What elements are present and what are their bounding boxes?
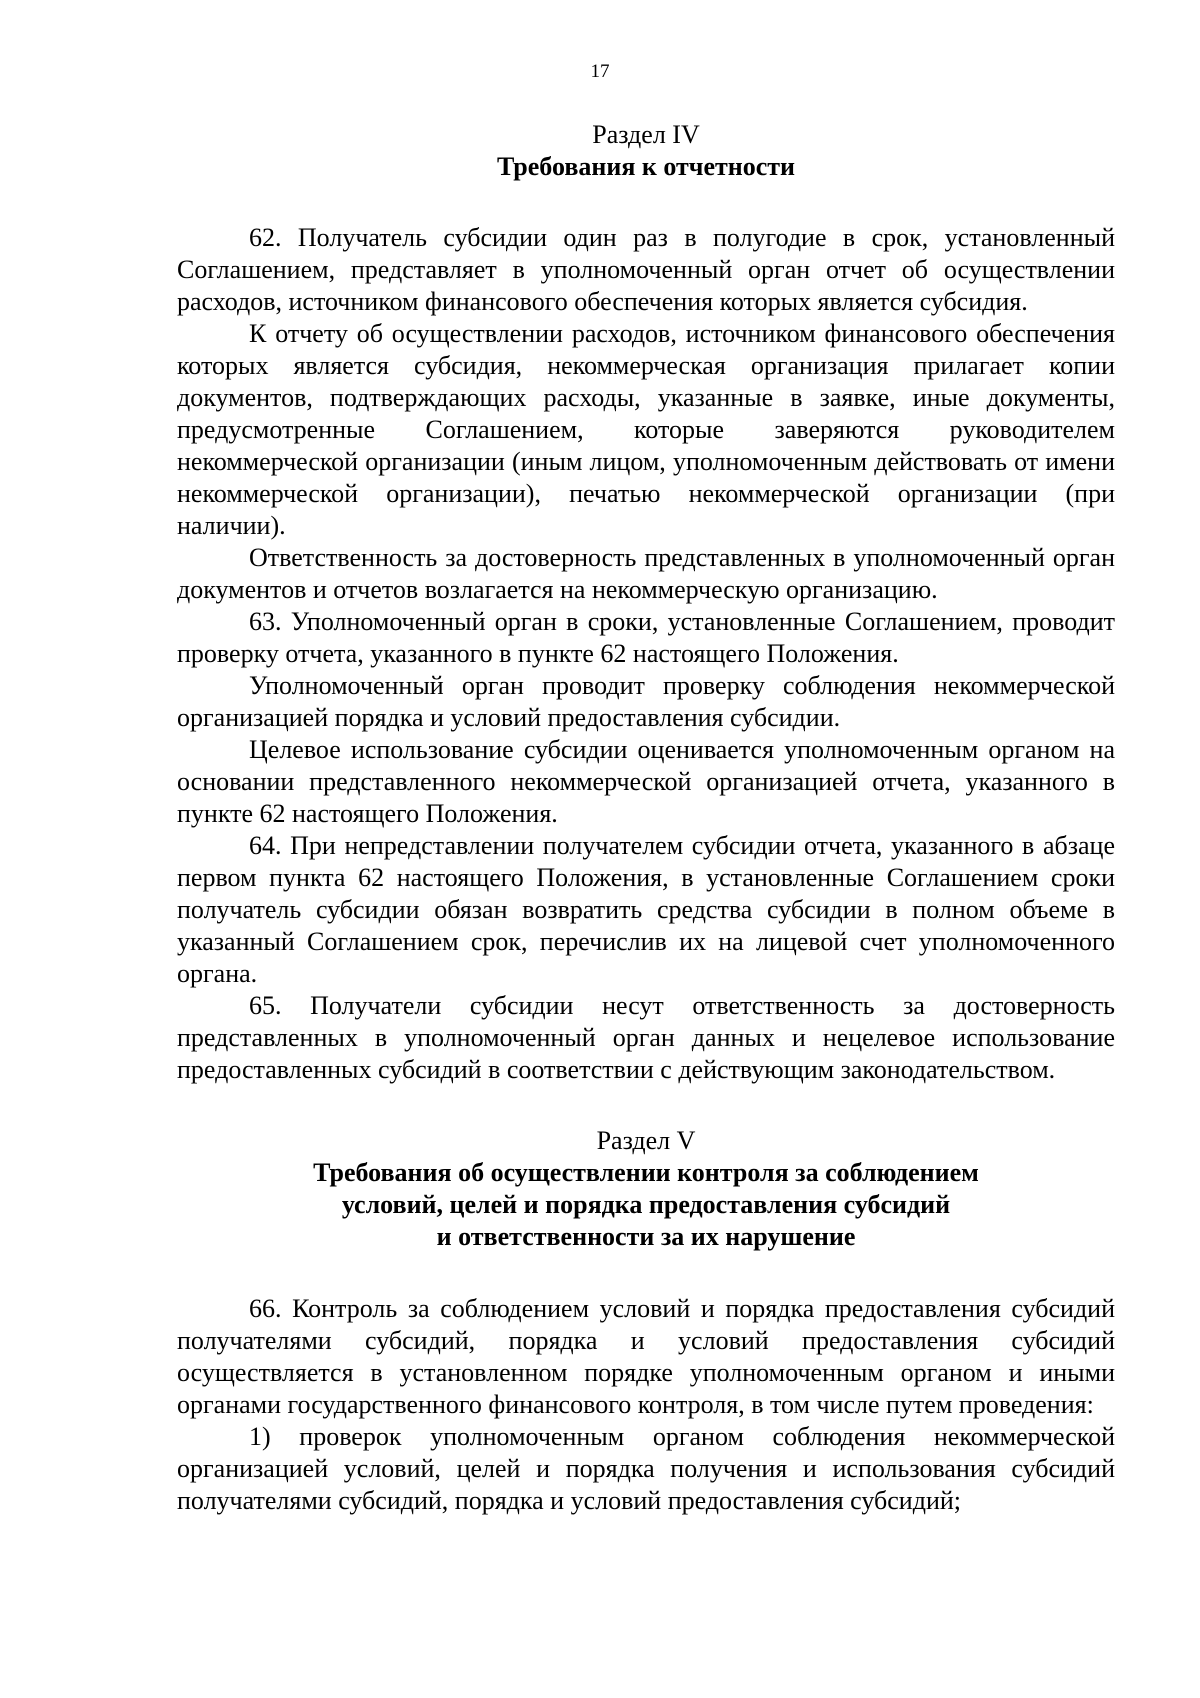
paragraph: 1) проверок уполномоченным органом соблюдения некоммерческой организацией условий, целей и порядка получения и использования субсидий получателями субсидий, порядка и условий предоставления субсидий; <box>177 1422 1115 1515</box>
paragraph: Уполномоченный орган проводит проверку соблюдения некоммерческой организацией порядка и условий предоставления субсидии. <box>177 671 1115 732</box>
section-4-title: Требования к отчетности <box>496 152 796 181</box>
section-5-title <box>177 1157 1115 1253</box>
section-5-heading <box>177 1125 1115 1253</box>
paragraph: 65. Получатели субсидии несут ответственность за достоверность представленных в уполномоченный орган данных и нецелевое использование предоставленных субсидий в соответствии с действующим законодательством. <box>177 991 1115 1084</box>
section-5-title-line: условий, целей и порядка предоставления субсидий <box>341 1190 951 1219</box>
section-4-heading <box>177 119 1115 183</box>
paragraph: 62. Получатель субсидии один раз в полугодие в срок, установленный Соглашением, представляет в уполномоченный орган отчет об осуществлении расходов, источником финансового обеспечения которых является субсидия. <box>177 223 1115 316</box>
section-4-label: Раздел IV <box>592 120 700 149</box>
paragraph: 66. Контроль за соблюдением условий и порядка предоставления субсидий получателями субсидий, порядка и условий предоставления субсидий осуществляется в установленном порядке уполномоченным органом и иными органами государственного финансового контроля, в том числе путем проведения: <box>177 1294 1115 1419</box>
paragraph: К отчету об осуществлении расходов, источником финансового обеспечения которых является субсидия, некоммерческая организация прилагает копии документов, подтверждающих расходы, указанные в заявке, иные документы, предусмотренные Соглашением, которые заверяются руководителем некоммерческой организации (иным лицом, уполномоченным действовать от имени некоммерческой организации), печатью некоммерческой организации (при наличии). <box>177 319 1115 540</box>
section-5-title-line: Требования об осуществлении контроля за соблюдением <box>313 1158 979 1187</box>
paragraph: 64. При непредставлении получателем субсидии отчета, указанного в абзаце первом пункта 62 настоящего Положения, в установленные Соглашением сроки получатель субсидии обязан возвратить средства субсидии в полном объеме в указанный Соглашением срок, перечислив их на лицевой счет уполномоченного органа. <box>177 831 1115 988</box>
document-content <box>177 119 1115 1517</box>
section-5 <box>177 1125 1115 1517</box>
section-4-body <box>177 222 1115 1086</box>
paragraph: 63. Уполномоченный орган в сроки, установленные Соглашением, проводит проверку отчета, указанного в пункте 62 настоящего Положения. <box>177 607 1115 668</box>
section-5-body <box>177 1293 1115 1517</box>
section-5-label: Раздел V <box>596 1126 696 1155</box>
paragraph: Целевое использование субсидии оценивается уполномоченным органом на основании представленного некоммерческой организацией отчета, указанного в пункте 62 настоящего Положения. <box>177 735 1115 828</box>
paragraph: Ответственность за достоверность представленных в уполномоченный орган документов и отчетов возлагается на некоммерческую организацию. <box>177 543 1115 604</box>
section-5-title-line: и ответственности за их нарушение <box>436 1222 856 1251</box>
page-number: 17 <box>590 61 610 82</box>
